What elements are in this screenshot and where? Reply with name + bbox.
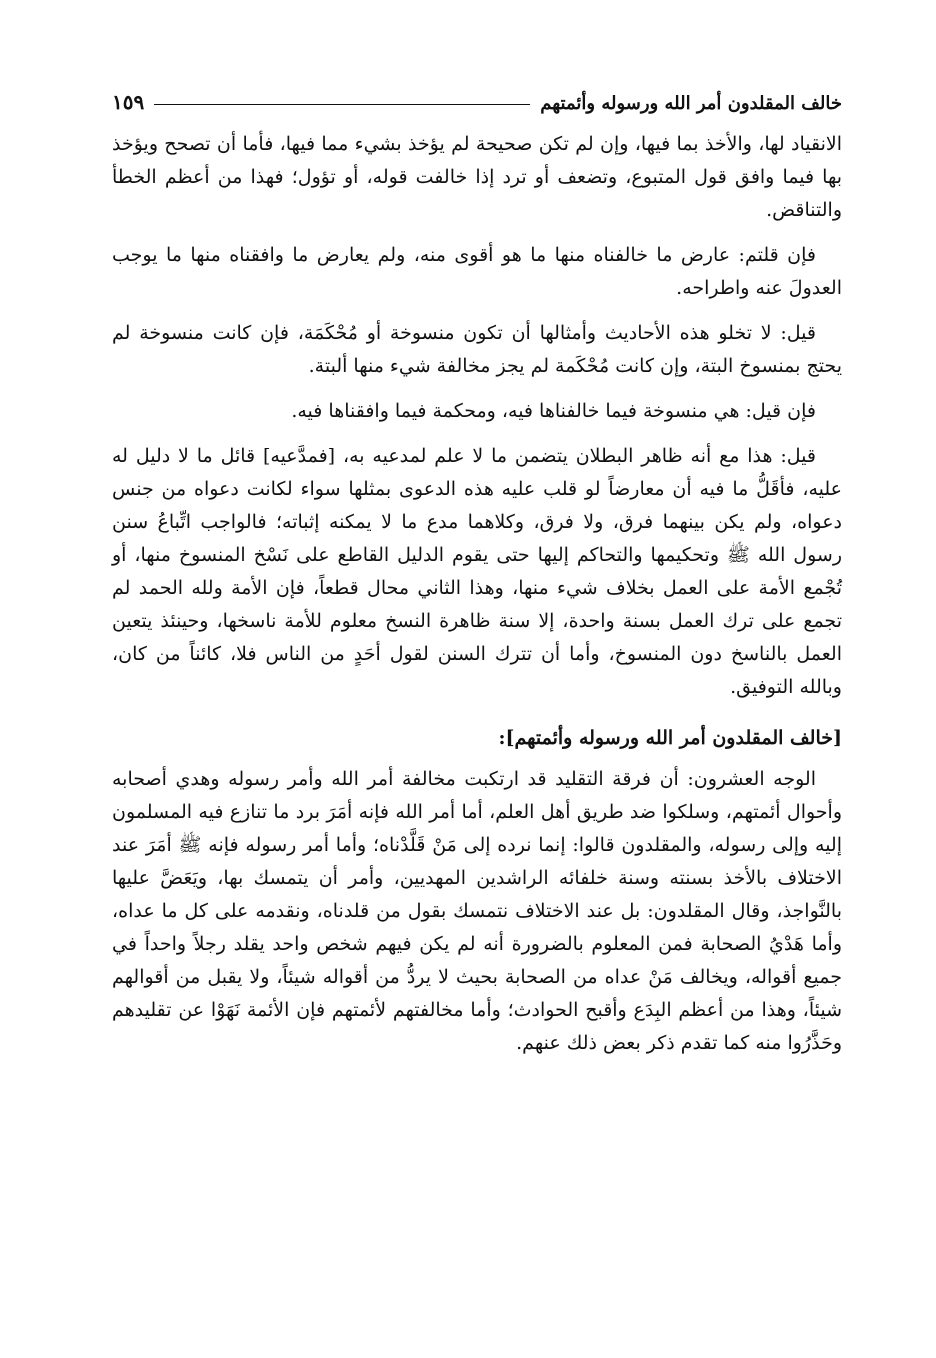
running-title: خالف المقلدون أمر الله ورسوله وأئمتهم xyxy=(540,93,842,114)
paragraph: فإن قلتم: عارض ما خالفناه منها ما هو أقوى منه، ولم يعارض ما وافقناه منها ما يوجب العدولَ عنه واطراحه. xyxy=(112,244,842,299)
paragraph: الوجه العشرون: أن فرقة التقليد قد ارتكبت مخالفة أمر الله وأمر رسوله وهدي أصحابه وأحوال أئمتهم، وسلكوا ضد طريق أهل العلم، أما أمر الله فإنه أمَرَ برد ما تنازع فيه المسلمون إليه وإلى رسوله، والمقلدون قالوا: إنما نرده إلى مَنْ قَلَّدْناه؛ وأما أمر رسوله فإنه ﷺ أمَرَ عند الاختلاف بالأخذ بسنته وسنة خلفائه الراشدين المهديين، وأمر أن يتمسك بها، ويَعَضَّ عليها بالنَّواجذ، وقال المقلدون: بل عند الاختلاف نتمسك بقول من قلدناه، ونقدمه على كل ما عداه، وأما هَدْيُ الصحابة فمن المعلوم بالضرورة أنه لم يكن فيهم شخص واحد يقلد رجلاً واحداً في جميع أقواله، ويخالف مَنْ عداه من الصحابة بحيث لا يردُّ من أقواله شيئاً، ولا يقبل من أقوالهم شيئاً، وهذا من أعظم البِدَع وأقبح الحوادث؛ وأما مخالفتهم لأئمتهم فإن الأئمة نَهَوْا عن تقليدهم وحَذَّرُوا منه كما تقدم ذكر بعض ذلك عنهم. xyxy=(112,768,842,1054)
body-text xyxy=(112,128,842,1060)
paragraph: قيل: هذا مع أنه ظاهر البطلان يتضمن ما لا علم لمدعيه به، [فمدَّعيه] قائل ما لا دليل له عليه، فأقَلُّ ما فيه أن معارضاً لو قلب عليه هذه الدعوى بمثلها سواء لكانت دعواه من جنس دعواه، ولم يكن بينهما فرق، ولا فرق، وكلاهما مدع ما لا يمكنه إثباته؛ فالواجب اتِّباعُ سنن رسول الله ﷺ وتحكيمها والتحاكم إليها حتى يقوم الدليل القاطع على نَسْخ المنسوخ منها، أو تُجْمع الأمة على العمل بخلاف شيء منها، وهذا الثاني محال قطعاً، فإن الأمة ولله الحمد لم تجمع على ترك العمل بسنة واحدة، إلا سنة ظاهرة النسخ معلوم للأمة ناسخها، وحينئذ يتعين العمل بالناسخ دون المنسوخ، وأما أن تترك السنن لقول أحَدٍ من الناس فلا، كائناً من كان، وبالله التوفيق. xyxy=(112,445,843,698)
section-heading: [خالف المقلدون أمر الله ورسوله وأئمتهم]: xyxy=(498,727,842,749)
page-number: ١٥٩ xyxy=(112,90,145,114)
paragraph: فإن قيل: هي منسوخة فيما خالفناها فيه، ومحكمة فيما وافقناها فيه. xyxy=(291,400,816,422)
paragraph: الانقياد لها، والأخذ بما فيها، وإن لم تكن صحيحة لم يؤخذ بشيء مما فيها، فأما أن تصحح ويؤخذ بها فيما وافق قول المتبوع، وتضعف أو ترد إذا خالفت قوله، أو تؤول؛ فهذا من أعظم الخطأ والتناقض. xyxy=(112,133,842,221)
paragraph: قيل: لا تخلو هذه الأحاديث وأمثالها أن تكون منسوخة أو مُحْكَمَة، فإن كانت منسوخة لم يحتج بمنسوخ البتة، وإن كانت مُحْكَمة لم يجز مخالفة شيء منها ألبتة. xyxy=(112,322,842,377)
running-header xyxy=(112,78,842,114)
header-rule xyxy=(154,104,530,105)
book-page xyxy=(112,78,842,1072)
